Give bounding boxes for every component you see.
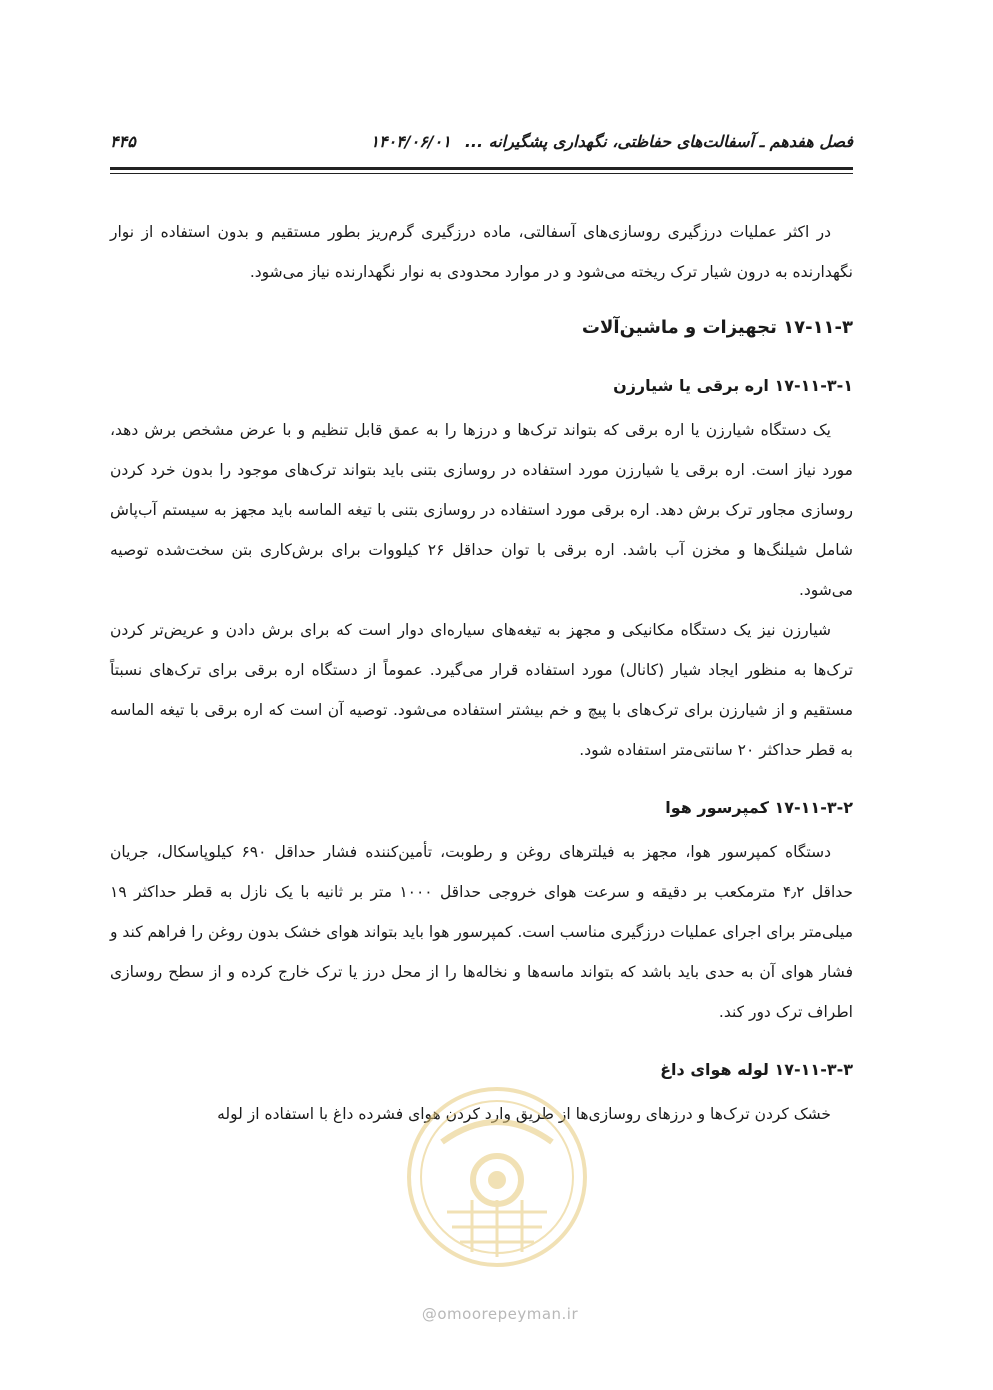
header-rule-thin <box>110 173 853 174</box>
hot-air-lance-paragraph: خشک کردن ترک‌ها و درزهای روسازی‌ها از طریق وارد کردن هوای فشرده داغ با استفاده از لوله <box>217 1105 831 1123</box>
watermark-seal-icon <box>402 1082 592 1272</box>
body-text <box>110 212 853 1134</box>
intro-paragraph: در اکثر عملیات درزگیری روسازی‌های آسفالتی، ماده درزگیری گرم‌ریز بطور مستقیم و بدون استفاده از نوار نگهدارنده به درون شیار ترک ریخته می‌شود و در موارد محدودی به نوار نگهدارنده نیاز می‌شود. <box>110 223 853 281</box>
running-header <box>110 128 853 158</box>
page-number: ۴۴۵ <box>110 132 136 151</box>
section-heading: ۱۷-۱۱-۳ تجهیزات و ماشین‌آلات <box>581 317 853 338</box>
subsection-heading-compressor: ۱۷-۱۱-۳-۲ کمپرسور هوا <box>665 798 853 817</box>
compressor-paragraph: دستگاه کمپرسور هوا، مجهز به فیلترهای روغن و رطوبت، تأمین‌کننده فشار حداقل ۶۹۰ کیلوپاسکال، جریان حداقل ۴٫۲ مترمکعب بر دقیقه و سرعت هوای خروجی حداقل ۱۰۰۰ متر بر ثانیه با یک نازل به قطر حداکثر ۱۹ میلی‌متر برای اجرای عملیات درزگیری مناسب است. کمپرسور هوا باید بتواند هوای خشک بدون روغن را فراهم کند و فشار هوای آن به حدی باید باشد که بتواند ماسه‌ها و نخاله‌ها را از محل درز یا ترک خارج کرده و از سطح روسازی اطراف ترک دور کند. <box>110 843 853 1021</box>
chapter-title-text: فصل هفدهم ـ آسفالت‌های حفاظتی، نگهداری پشگیرانه ... <box>464 132 853 151</box>
saw-paragraph-2: شیارزن نیز یک دستگاه مکانیکی و مجهز به تیغه‌های سیاره‌ای دوار است که برای برش دادن و عریض‌تر کردن ترک‌ها به منظور ایجاد شیار (کانال) مورد استفاده قرار می‌گیرد. عموماً از دستگاه اره برقی برای ترک‌های نسبتاً مستقیم و از شیارزن برای ترک‌های با پیچ و خم بیشتر استفاده می‌شود. توصیه آن است که اره برقی با تیغه الماسه به قطر حداکثر ۲۰ سانتی‌متر استفاده شود. <box>110 621 853 759</box>
header-date: ۱۴۰۴/۰۶/۰۱ <box>370 132 451 151</box>
header-rule-thick <box>110 167 853 170</box>
saw-paragraph-1: یک دستگاه شیارزن یا اره برقی که بتواند ترک‌ها و درزها را به عمق قابل تنظیم و با عرض مشخص برش دهد، مورد نیاز است. اره برقی یا شیارزن مورد استفاده در روسازی بتنی باید بتواند ترک‌های موجود را بدون خرد کردن روسازی مجاور ترک برش دهد. اره برقی مورد استفاده در روسازی بتنی با تیغه الماسه باید مجهز به سیستم آب‌پاش شامل شیلنگ‌ها و مخزن آب باشد. اره برقی با توان حداقل ۲۶ کیلووات برای برش‌کاری بتن سخت‌شده توصیه می‌شود. <box>110 421 853 599</box>
watermark-text: @omoorepeyman.ir <box>421 1305 579 1323</box>
subsection-heading-hot-air-lance: ۱۷-۱۱-۳-۳ لوله هوای داغ <box>660 1060 853 1079</box>
chapter-title <box>370 132 853 151</box>
subsection-heading-saw: ۱۷-۱۱-۳-۱ اره برقی یا شیارزن <box>613 376 853 395</box>
